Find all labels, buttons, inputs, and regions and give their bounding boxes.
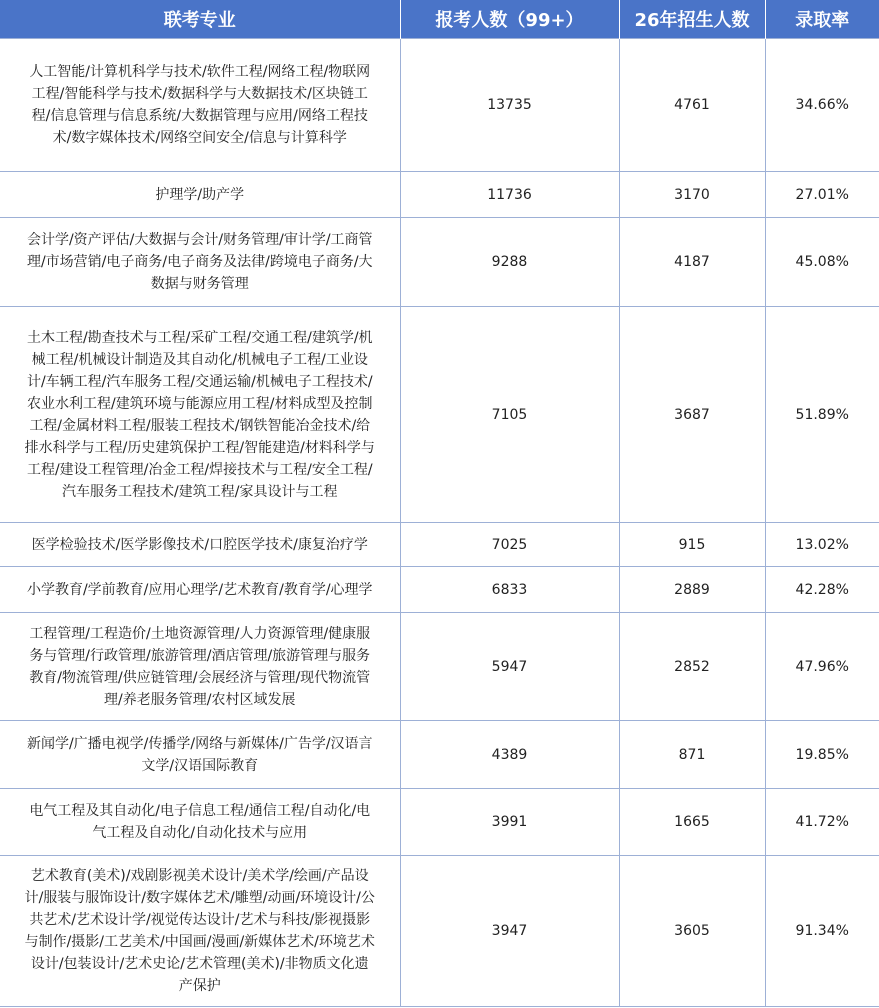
table-row (0, 218, 879, 307)
header-enrollment: 26年招生人数 (619, 0, 765, 39)
table-row (0, 172, 879, 218)
major-cell: 土木工程/勘查技术与工程/采矿工程/交通工程/建筑学/机械工程/机械设计制造及其自动化/机械电子工程/工业设计/车辆工程/汽车服务工程/交通运输/机械电子工程技术/农业水利工程/建筑环境与能源应用工程/材料成型及控制工程/金属材料工程/服装工程技术/钢铁智能冶金技术/给排水科学与工程/历史建筑保护工程/智能建造/材料科学与工程/建设工程管理/冶金工程/焊接技术与工程/安全工程/汽车服务工程技术/建筑工程/家具设计与工程 (0, 307, 400, 523)
rate-cell: 27.01% (765, 172, 879, 218)
applicants-cell: 7025 (400, 523, 619, 567)
table-header-row (0, 0, 879, 39)
rate-cell: 45.08% (765, 218, 879, 307)
rate-cell: 41.72% (765, 789, 879, 856)
rate-cell: 42.28% (765, 567, 879, 613)
major-cell: 会计学/资产评估/大数据与会计/财务管理/审计学/工商管理/市场营销/电子商务/电子商务及法律/跨境电子商务/大数据与财务管理 (0, 218, 400, 307)
table-row (0, 523, 879, 567)
table-row (0, 789, 879, 856)
table-row (0, 856, 879, 1007)
enrollment-cell: 2889 (619, 567, 765, 613)
enrollment-cell: 4187 (619, 218, 765, 307)
applicants-cell: 4389 (400, 721, 619, 789)
rate-cell: 34.66% (765, 39, 879, 172)
table-row (0, 307, 879, 523)
applicants-cell: 5947 (400, 613, 619, 721)
major-cell: 工程管理/工程造价/土地资源管理/人力资源管理/健康服务与管理/行政管理/旅游管理/酒店管理/旅游管理与服务教育/物流管理/供应链管理/会展经济与管理/现代物流管理/养老服务管理/农村区域发展 (0, 613, 400, 721)
table-row (0, 567, 879, 613)
enrollment-cell: 3170 (619, 172, 765, 218)
applicants-cell: 3991 (400, 789, 619, 856)
applicants-cell: 13735 (400, 39, 619, 172)
applicants-cell: 3947 (400, 856, 619, 1007)
rate-cell: 91.34% (765, 856, 879, 1007)
rate-cell: 51.89% (765, 307, 879, 523)
header-applicants: 报考人数（99+） (400, 0, 619, 39)
major-cell: 小学教育/学前教育/应用心理学/艺术教育/教育学/心理学 (0, 567, 400, 613)
table-row (0, 39, 879, 172)
rate-cell: 19.85% (765, 721, 879, 789)
major-cell: 护理学/助产学 (0, 172, 400, 218)
major-cell: 电气工程及其自动化/电子信息工程/通信工程/自动化/电气工程及自动化/自动化技术与应用 (0, 789, 400, 856)
header-major: 联考专业 (0, 0, 400, 39)
table-row (0, 613, 879, 721)
enrollment-cell: 915 (619, 523, 765, 567)
enrollment-cell: 3687 (619, 307, 765, 523)
rate-cell: 47.96% (765, 613, 879, 721)
enrollment-cell: 2852 (619, 613, 765, 721)
table-row (0, 721, 879, 789)
header-rate: 录取率 (765, 0, 879, 39)
major-cell: 艺术教育(美术)/戏剧影视美术设计/美术学/绘画/产品设计/服装与服饰设计/数字媒体艺术/雕塑/动画/环境设计/公共艺术/艺术设计学/视觉传达设计/艺术与科技/影视摄影与制作/摄影/工艺美术/中国画/漫画/新媒体艺术/环境艺术设计/包装设计/艺术史论/艺术管理(美术)/非物质文化遗产保护 (0, 856, 400, 1007)
applicants-cell: 7105 (400, 307, 619, 523)
enrollment-cell: 871 (619, 721, 765, 789)
enrollment-cell: 3605 (619, 856, 765, 1007)
enrollment-cell: 4761 (619, 39, 765, 172)
applicants-cell: 11736 (400, 172, 619, 218)
applicants-cell: 9288 (400, 218, 619, 307)
applicants-cell: 6833 (400, 567, 619, 613)
enrollment-cell: 1665 (619, 789, 765, 856)
major-cell: 新闻学/广播电视学/传播学/网络与新媒体/广告学/汉语言文学/汉语国际教育 (0, 721, 400, 789)
major-cell: 医学检验技术/医学影像技术/口腔医学技术/康复治疗学 (0, 523, 400, 567)
rate-cell: 13.02% (765, 523, 879, 567)
major-cell: 人工智能/计算机科学与技术/软件工程/网络工程/物联网工程/智能科学与技术/数据科学与大数据技术/区块链工程/信息管理与信息系统/大数据管理与应用/网络工程技术/数字媒体技术/网络空间安全/信息与计算科学 (0, 39, 400, 172)
